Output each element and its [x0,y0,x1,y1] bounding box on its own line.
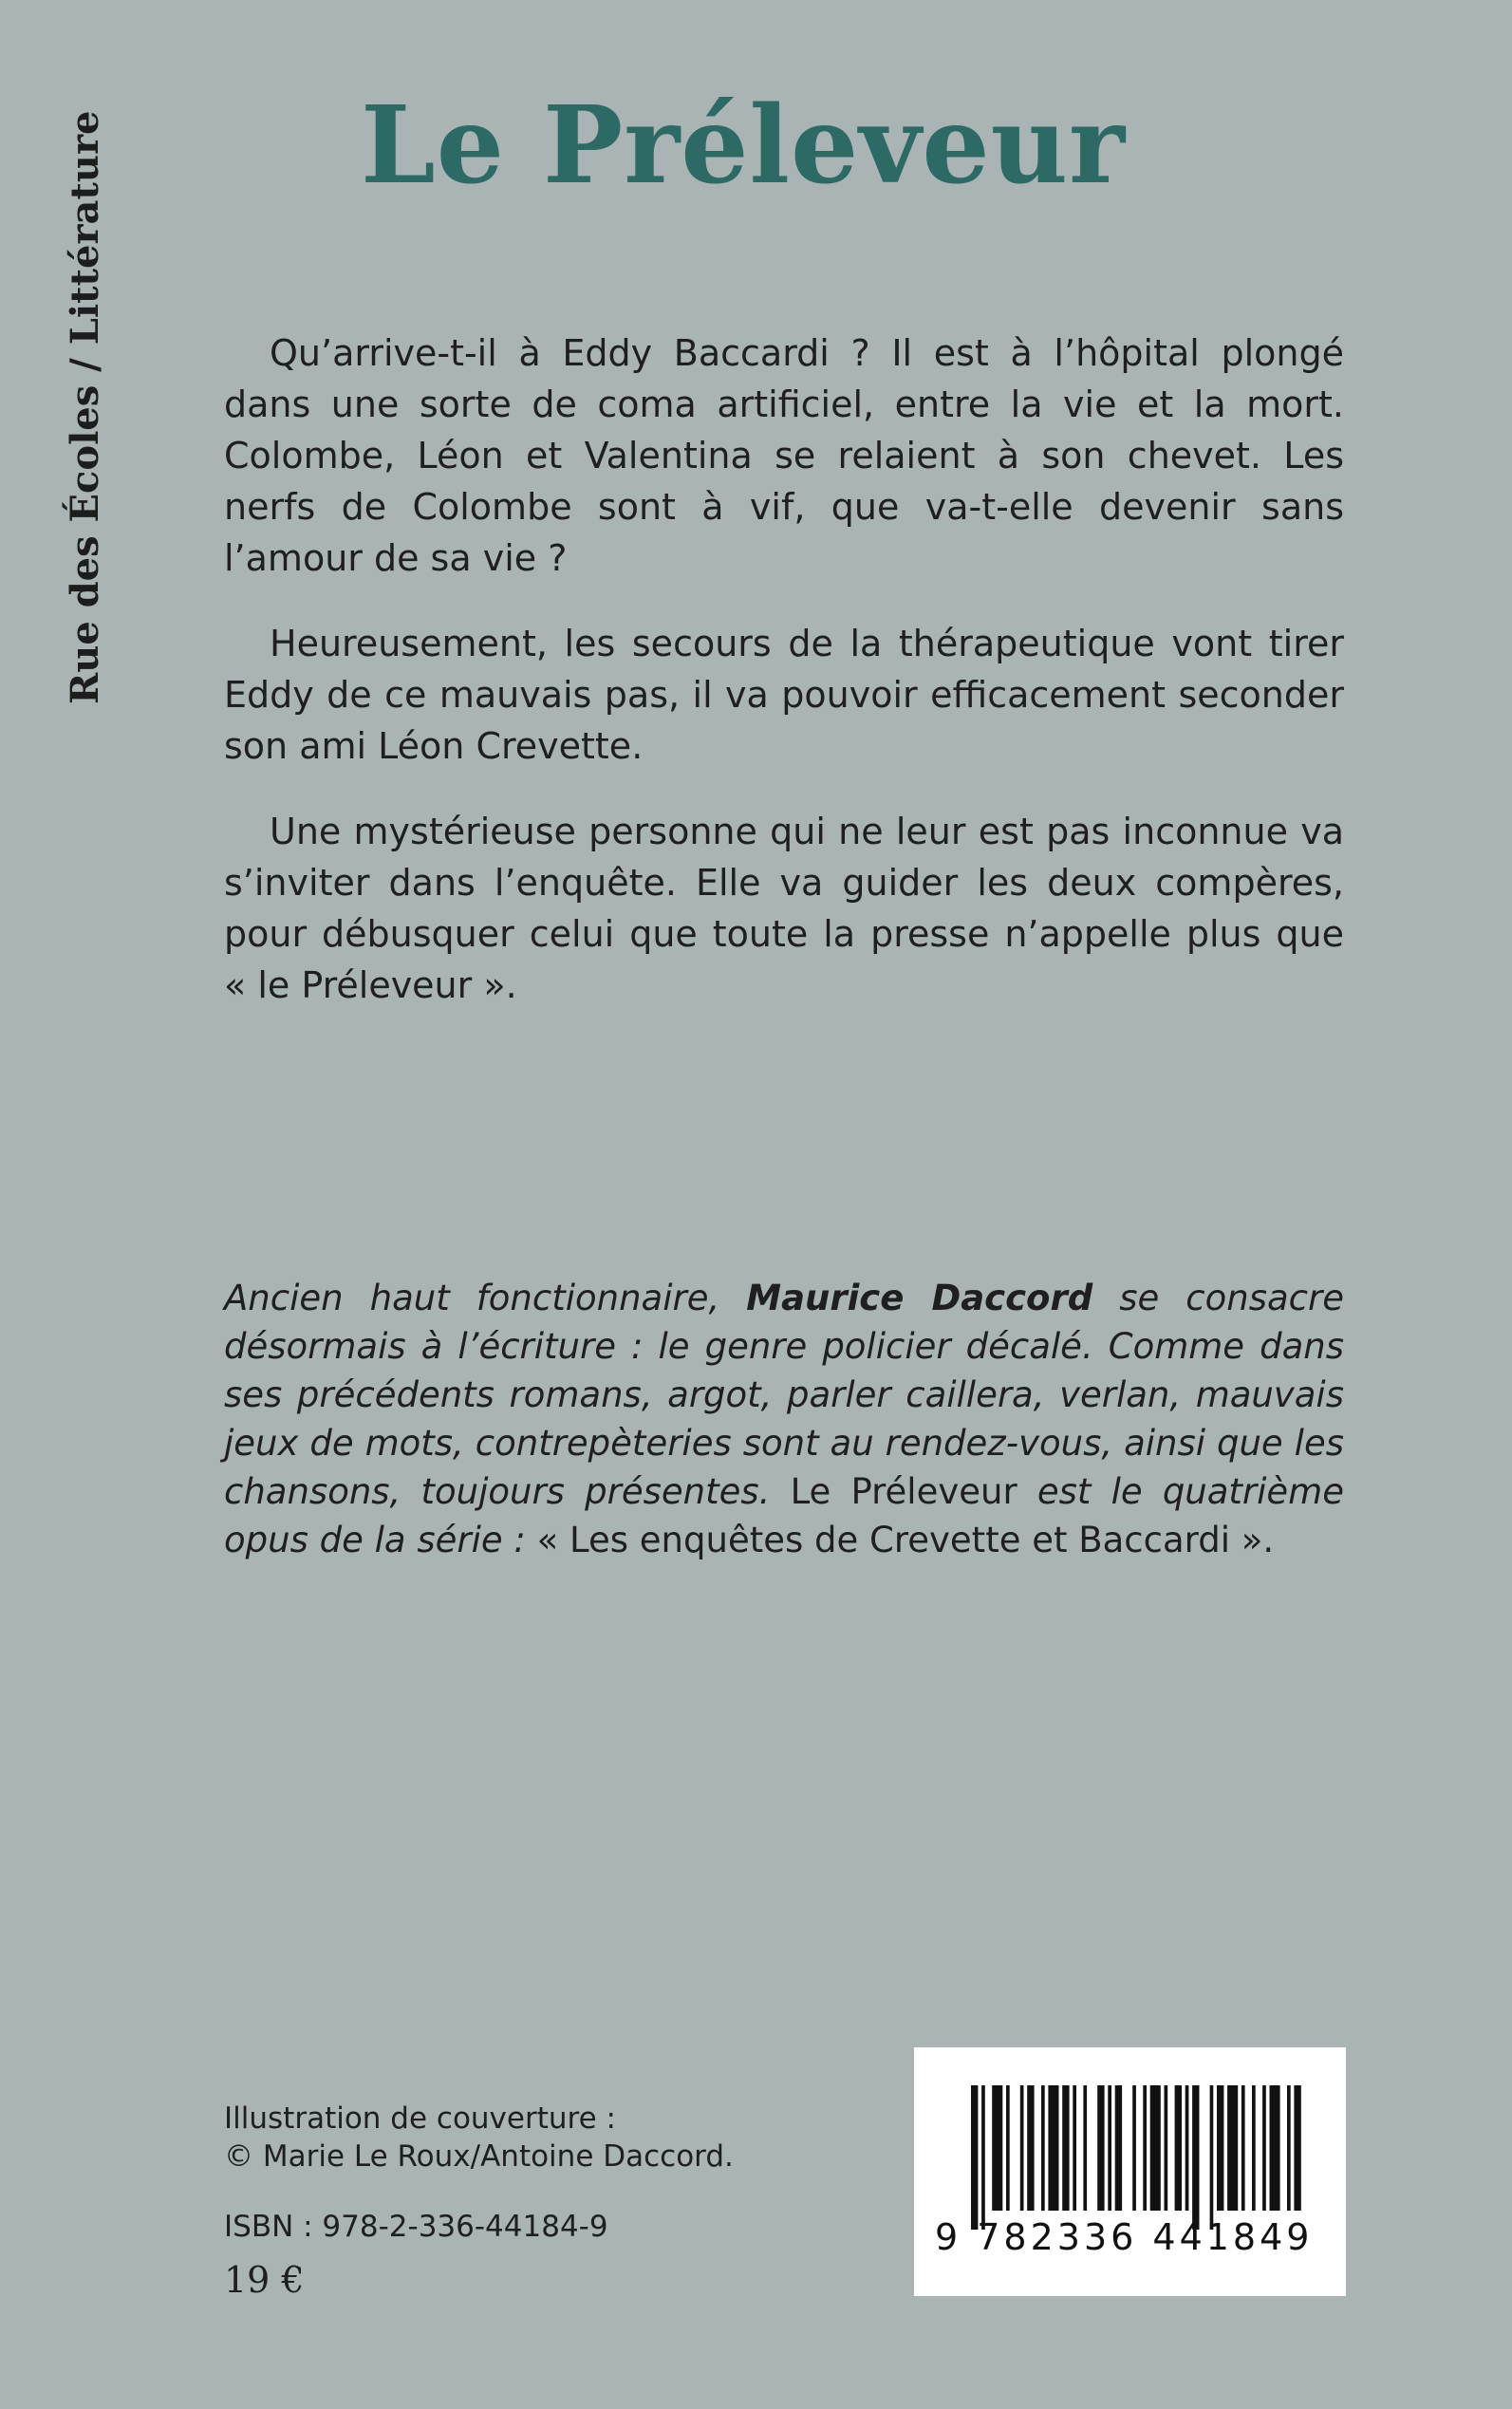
barcode-bar [971,2085,978,2230]
barcode-bar [1048,2085,1058,2211]
bio-intro: Ancien haut fonctionnaire, [224,1278,747,1318]
barcode-bar [1083,2085,1087,2211]
barcode-bar [1132,2085,1136,2211]
author-name: Maurice Daccord [746,1278,1093,1318]
bio-series-name: « Les enquêtes de Crevette et Baccardi ». [536,1520,1275,1560]
barcode-bar [1006,2085,1010,2211]
credits-line: © Marie Le Roux/Antoine Daccord. [224,2139,734,2174]
barcode-bar [1062,2085,1069,2211]
credits-line: Illustration de couverture : [224,2101,616,2136]
blurb-paragraph: Qu’arrive-t-il à Eddy Baccardi ? Il est à l’hôpital plongé dans une sorte de coma artificiel, entre la vie et la mort. Colombe, Léon et Valentina se relaient à son chevet. Les nerfs de Colombe sont à vif, que va-t-elle devenir sans l’amour de sa vie ? [224,332,1344,579]
bio-series-intro: est le quatrième opus de la série : [224,1471,1344,1560]
illustration-credits [224,2100,734,2176]
barcode-bar [1143,2085,1147,2211]
price: 19 € [224,2259,305,2301]
blurb-paragraph: Heureusement, les secours de la thérapeutique vont tirer Eddy de ce mauvais pas, il va pouvoir efficacement seconder son ami Léon Crevette. [224,623,1344,767]
barcode-bar [1150,2085,1161,2211]
barcode-digits: 9 782336 441849 [935,2216,1314,2258]
author-bio [224,1274,1344,1564]
bio-book-title: Le Préleveur [790,1471,1017,1512]
back-cover-blurb [224,327,1344,1045]
barcode-bar [1041,2085,1045,2211]
barcode-bar [1287,2085,1291,2211]
barcode-bar [1175,2085,1182,2211]
barcode-bar [1294,2085,1300,2211]
barcode-bar [992,2085,1002,2211]
barcode-bar [1270,2085,1280,2211]
barcode-bar [1217,2085,1223,2211]
barcode-bar [1227,2085,1238,2211]
barcode-bar [981,2085,985,2230]
barcode-bar [1252,2085,1256,2211]
barcode-bar [1027,2085,1034,2211]
book-title: Le Préleveur [361,84,1127,208]
barcode [914,2047,1346,2296]
barcode-bar [1241,2085,1245,2211]
barcode-bar [1108,2085,1111,2211]
barcode-bar [1073,2085,1076,2211]
barcode-bar [1115,2085,1122,2211]
barcode-bar [1262,2085,1266,2211]
barcode-bar [1185,2085,1189,2211]
barcode-bar [1210,2085,1214,2230]
bio-body: se consacre désormais à l’écriture : le genre policier décalé. Comme dans ses précédents romans, argot, parler caillera, verlan, mauvais jeux de mots, contrepèteries sont au rendez-vous, ainsi que les chansons, toujours présentes. [224,1278,1344,1512]
spine-text: Rue des Écoles / Littérature [63,110,107,704]
barcode-bar [1020,2085,1024,2211]
barcode-bar [1165,2085,1168,2211]
barcode-bar [1192,2085,1199,2230]
barcode-bars [914,2047,1346,2296]
barcode-bar [1097,2085,1104,2211]
blurb-paragraph: Une mystérieuse personne qui ne leur est pas inconnue va s’inviter dans l’enquête. Elle va guider les deux compères, pour débusquer celui que toute la presse n’appelle plus que « le Préleveur ». [224,811,1344,1006]
isbn: ISBN : 978-2-336-44184-9 [224,2210,608,2244]
